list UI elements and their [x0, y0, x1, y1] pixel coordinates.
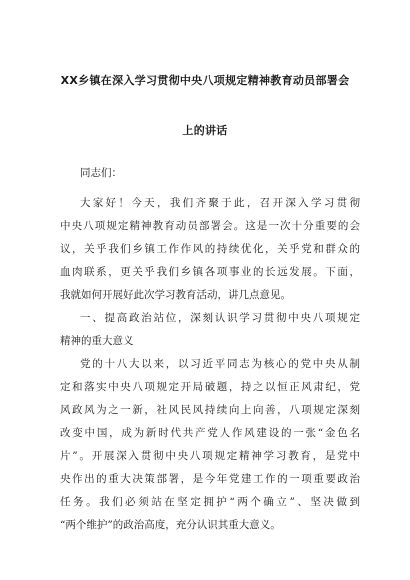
paragraph-1-line-5: 我就如何开展好此次学习教育活动，讲几点意见。 — [60, 289, 291, 301]
section-heading-1-line-2: 精神的重大意义 — [60, 335, 134, 347]
paragraph-3-line-5: 片”。开展深入贯彻中央八项规定精神学习教育，是党中 — [60, 450, 360, 462]
section-heading-1-line-1: 一、提高政治站位，深刻认识学习贯彻中央八项规定 — [80, 312, 360, 324]
salutation: 同志们： — [80, 167, 122, 179]
paragraph-1-line-2: 中央八项规定精神教育动员部署会。这是一次十分重要的会 — [60, 220, 360, 232]
paragraph-3-line-8: “两个维护”的政治高度，充分认识其重大意义。 — [60, 519, 281, 531]
paragraph-3-line-3: 风政风为之一新，社风民风持续向上向善，八项规定深刻 — [60, 404, 360, 416]
paragraph-3-line-7: 任务。我们必须站在坚定拥护“两个确立”、坚决做到 — [60, 496, 360, 508]
paragraph-3-line-1: 党的十八大以来，以习近平同志为核心的党中央从制 — [80, 358, 360, 370]
paragraph-3-line-4: 改变中国，成为新时代共产党人作风建设的一张“金色名 — [60, 427, 360, 439]
paragraph-3-line-2: 定和落实中央八项规定开局破题，持之以恒正风肃纪，党 — [60, 381, 360, 393]
paragraph-1-line-3: 议，关乎我们乡镇工作作风的持续优化，关乎党和群众的 — [60, 243, 360, 255]
paragraph-3-line-6: 央作出的重大决策部署，是今年党建工作的一项重要政治 — [60, 473, 360, 485]
document-title-line-2: 上的讲话 — [182, 124, 228, 137]
paragraph-1-line-1: 大家好！今天，我们齐聚于此，召开深入学习贯彻 — [80, 197, 360, 209]
paragraph-1-line-4: 血肉联系，更关乎我们乡镇各项事业的长远发展。下面， — [60, 266, 360, 278]
document-title-line-1: XX乡镇在深入学习贯彻中央八项规定精神教育动员部署会 — [60, 74, 350, 87]
